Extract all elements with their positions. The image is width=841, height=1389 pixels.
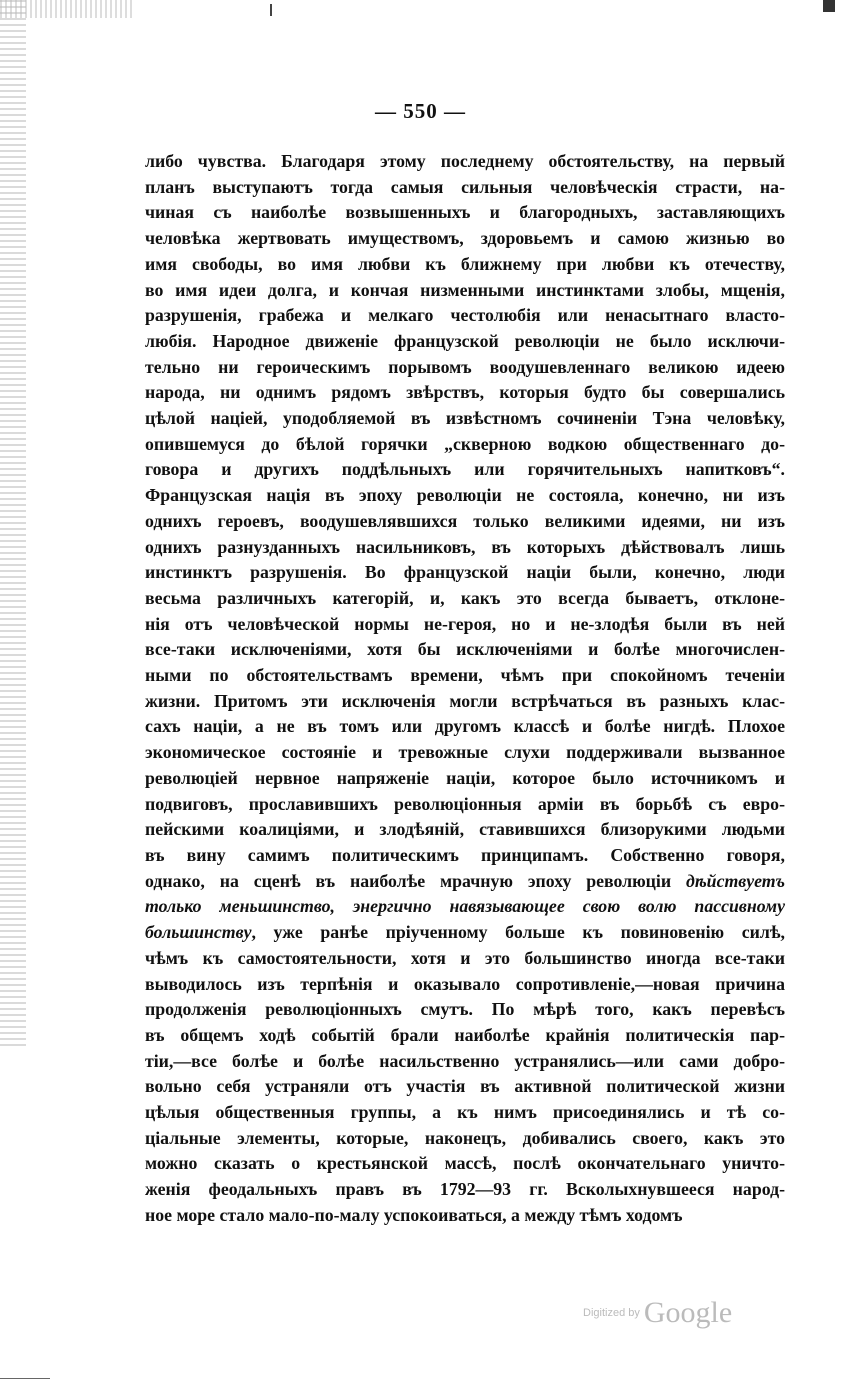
text-line: экономическое состояніе и тревожные слухи поддерживали вызванное [145, 742, 785, 763]
text-line: любія. Народное движеніе французской революціи не было исключи- [145, 330, 785, 351]
text-line: ное море стало мало-по-малу успокоиваться, а между тѣмъ ходомъ [145, 1204, 683, 1225]
text-segment: однако, на сценѣ въ наиболѣе мрачную эпоху революціи [145, 870, 686, 891]
text-line: пейскими коалиціями, и злодѣяній, ставившихся близорукими людьми [145, 819, 785, 840]
text-line: въ вину самимъ политическимъ принципамъ. Собственно говоря, [145, 844, 785, 865]
text-line: ціальные элементы, которые, наконецъ, добивались своего, какъ это [145, 1127, 785, 1148]
text-line: женія феодальныхъ правъ въ 1792—93 гг. Всколыхнувшееся народ- [145, 1179, 785, 1200]
text-line: опившемуся до бѣлой горячки „скверною водкою общественнаго до- [145, 433, 785, 454]
text-line: чиная съ наиболѣе возвышенныхъ и благородныхъ, заставляющихъ [145, 202, 785, 223]
text-line: подвиговъ, прославившихъ революціонныя арміи въ борьбѣ съ евро- [145, 793, 785, 814]
text-line: выводилось изъ терпѣнія и оказывало сопротивленіе,—новая причина [145, 973, 785, 994]
text-line: однихъ разнузданныхъ насильниковъ, въ которыхъ дѣйствовалъ лишь [145, 536, 785, 557]
text-line: имя свободы, во имя любви къ ближнему при любви къ отечеству, [145, 253, 785, 274]
text-line: ными по обстоятельствамъ времени, чѣмъ при спокойномъ теченіи [145, 665, 785, 686]
text-line: тіи,—все болѣе и болѣе насильственно устранялись—или сами добро- [145, 1050, 785, 1071]
italic-segment: дѣйствуетъ [686, 870, 785, 891]
text-line: сахъ націи, а не въ томъ или другомъ классѣ и болѣе нигдѣ. Плохое [145, 716, 785, 737]
text-line: инстинктъ разрушенія. Во французской націи были, конечно, люди [145, 562, 785, 583]
text-line-mixed [145, 869, 785, 895]
scan-tick-mark [270, 4, 272, 16]
page-number: — 550 — [375, 99, 466, 123]
text-line: вольно себя устраняли отъ участія въ активной политической жизни [145, 1076, 785, 1097]
scan-top-edge [0, 0, 135, 18]
text-line: Французская нація въ эпоху революціи не состояла, конечно, ни изъ [145, 485, 785, 506]
text-line: тельно ни героическимъ порывомъ воодушевленнаго великою идеею [145, 356, 785, 377]
scan-corner-mark [823, 0, 835, 12]
google-watermark [583, 1296, 732, 1330]
text-line: народа, ни однимъ рядомъ звѣрствъ, которыя будто бы совершались [145, 382, 785, 403]
text-line: либо чувства. Благодаря этому последнему обстоятельству, на первый [145, 151, 785, 171]
text-line: революціей нервное напряженіе націи, которое было источникомъ и [145, 767, 785, 788]
italic-text-line: только меньшинство, энергично навязывающее свою волю пассивному [145, 896, 785, 917]
watermark-small-text: Digitized by [583, 1307, 640, 1319]
scan-page-edge [0, 0, 26, 1050]
text-line: во имя идеи долга, и кончая низменными инстинктами злобы, мщенія, [145, 279, 785, 300]
watermark-logo-text: Google [643, 1296, 733, 1329]
text-line: однихъ героевъ, воодушевлявшихся только великими идеями, ни изъ [145, 510, 785, 531]
text-line: все-таки исключеніями, хотя бы исключеніями и болѣе многочислен- [145, 639, 785, 660]
text-line: цѣлыя общественныя группы, а къ нимъ присоединялись и тѣ со- [145, 1102, 785, 1123]
text-line: жизни. Притомъ эти исключенія могли встрѣчаться въ разныхъ клас- [145, 690, 785, 711]
text-line: весьма различныхъ категорій, и, какъ это всегда бываетъ, отклоне- [145, 587, 785, 608]
text-line: человѣка жертвовать имуществомъ, здоровьемъ и самою жизнью во [145, 228, 785, 249]
text-line: можно сказать о крестьянской массѣ, послѣ окончательнаго уничто- [145, 1153, 785, 1174]
text-line: въ общемъ ходѣ событій брали наиболѣе крайнія политическія пар- [145, 1024, 785, 1045]
text-line: говора и другихъ поддѣльныхъ или горячительныхъ напитковъ“. [145, 459, 785, 480]
text-line: разрушенія, грабежа и мелкаго честолюбія или ненасытнаго власто- [145, 305, 785, 326]
text-line: чѣмъ къ самостоятельности, хотя и это большинство иногда все-таки [145, 947, 785, 968]
text-segment: , уже ранѣе пріученному больше къ повиновенію силѣ, [251, 922, 785, 943]
text-line: нія отъ человѣческой нормы не-героя, но и не-злодѣя были въ ней [145, 613, 785, 634]
body-text [145, 149, 785, 1229]
text-line: планъ выступаютъ тогда самыя сильныя человѣческія страсти, на- [145, 176, 785, 197]
scan-bottom-rule [0, 1378, 50, 1379]
text-line: цѣлой націей, уподобляемой въ извѣстномъ сочиненіи Тэна человѣку, [145, 408, 785, 429]
text-line: продолженія революціонныхъ смутъ. По мѣрѣ того, какъ перевѣсъ [145, 999, 785, 1020]
italic-segment: большинству [145, 922, 252, 943]
text-line-mixed [145, 920, 785, 946]
